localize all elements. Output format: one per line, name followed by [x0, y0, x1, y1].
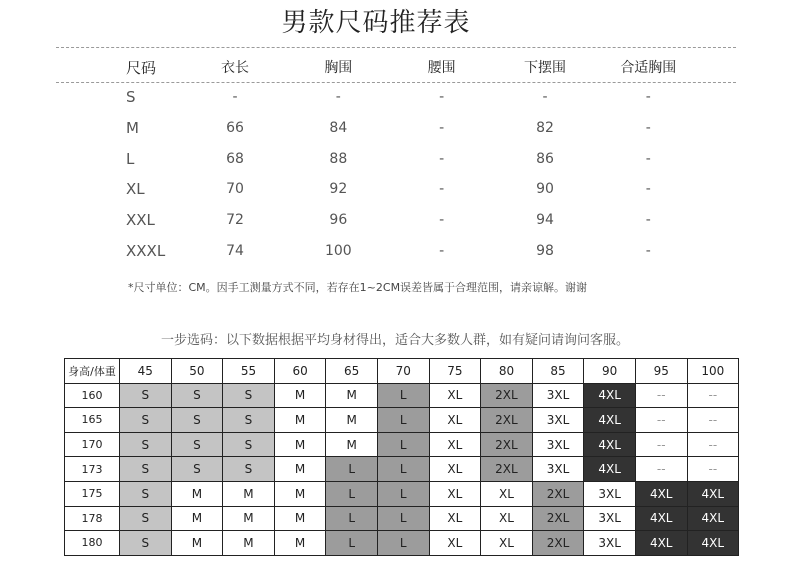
measurement-cell: -	[645, 89, 651, 106]
recommended-size-cell: 3XL	[532, 408, 584, 433]
fit-chest-column-header: 合适胸围	[620, 60, 677, 76]
recommended-size-cell: --	[635, 383, 687, 408]
recommended-size-cell: S	[120, 432, 172, 457]
measurement-cell: -	[232, 89, 238, 106]
recommended-size-cell: S	[223, 383, 275, 408]
recommended-size-cell: M	[223, 531, 275, 556]
height-label-cell: 170	[65, 432, 120, 457]
recommended-size-cell: 4XL	[584, 432, 636, 457]
recommended-size-cell: M	[274, 481, 326, 506]
recommended-size-cell: L	[377, 408, 429, 433]
size-label-cell: S	[126, 88, 136, 107]
recommended-size-cell: --	[635, 408, 687, 433]
recommended-size-cell: S	[120, 383, 172, 408]
measurement-cell: 98	[536, 242, 554, 259]
page-title: 男款尺码推荐表	[281, 8, 471, 38]
measurement-cell: -	[542, 89, 548, 106]
measurement-note: *尺寸单位：CM。因手工测量方式不同，若存在1~2CM误差皆属于合理范围，请亲谅解。谢谢	[128, 281, 588, 294]
recommended-size-cell: L	[377, 506, 429, 531]
measurement-cell: 66	[226, 120, 244, 137]
recommended-size-cell: 4XL	[635, 481, 687, 506]
recommended-size-cell: M	[274, 457, 326, 482]
recommended-size-cell: 3XL	[584, 506, 636, 531]
size-chart-row	[80, 235, 700, 266]
measurement-cell: 72	[226, 212, 244, 229]
size-column-header: 尺码	[126, 58, 157, 77]
recommended-size-cell: 3XL	[532, 432, 584, 457]
size-label-cell: XL	[126, 180, 145, 199]
waist-column-header: 腰围	[427, 60, 456, 76]
recommendation-subtitle: 一步选码：以下数据根据平均身材得出，适合大多数人群，如有疑问请询问客服。	[160, 333, 629, 348]
recommended-size-cell: --	[687, 408, 739, 433]
recommended-size-cell: M	[171, 481, 223, 506]
recommended-size-cell: L	[326, 506, 378, 531]
recommended-size-cell: M	[223, 481, 275, 506]
recommended-size-cell: M	[274, 506, 326, 531]
size-label-cell: L	[126, 149, 135, 168]
measurement-cell: -	[439, 150, 445, 167]
measurement-cell: 96	[329, 212, 348, 229]
chest-column-header: 胸围	[324, 60, 353, 76]
size-label-cell: XXXL	[126, 241, 166, 260]
recommended-size-cell: 2XL	[481, 408, 533, 433]
recommended-size-cell: 4XL	[584, 457, 636, 482]
size-chart-row	[80, 174, 700, 205]
height-row	[65, 383, 739, 408]
measurement-cell: 88	[329, 150, 348, 167]
recommended-size-cell: L	[377, 457, 429, 482]
measurement-cell: -	[645, 150, 651, 167]
recommended-size-cell: 3XL	[532, 383, 584, 408]
recommended-size-cell: 2XL	[481, 457, 533, 482]
measurement-cell: 86	[536, 150, 554, 167]
recommended-size-cell: L	[326, 457, 378, 482]
recommended-size-cell: 2XL	[481, 383, 533, 408]
measurement-cell: -	[439, 181, 445, 198]
measurement-cell: 84	[329, 120, 348, 137]
size-label-cell: M	[126, 119, 139, 138]
recommended-size-cell: L	[377, 383, 429, 408]
recommended-size-cell: 4XL	[635, 506, 687, 531]
recommended-size-cell: S	[120, 457, 172, 482]
height-weight-corner: 身高/体重	[65, 359, 120, 384]
recommended-size-cell: M	[326, 408, 378, 433]
recommended-size-cell: 4XL	[687, 481, 739, 506]
hem-column-header: 下摆围	[523, 60, 566, 76]
recommended-size-cell: M	[274, 408, 326, 433]
recommended-size-cell: XL	[429, 531, 481, 556]
measurement-cell: -	[645, 120, 651, 137]
size-chart-row	[80, 205, 700, 236]
height-label-cell: 180	[65, 531, 120, 556]
weight-header-cell: 95	[635, 359, 687, 384]
size-chart-row	[80, 113, 700, 144]
weight-header-cell: 75	[429, 359, 481, 384]
height-row	[65, 408, 739, 433]
recommended-size-cell: 3XL	[584, 531, 636, 556]
weight-header-cell: 90	[584, 359, 636, 384]
recommended-size-cell: XL	[481, 481, 533, 506]
size-chart-row	[80, 143, 700, 174]
height-label-cell: 165	[65, 408, 120, 433]
measurement-cell: 74	[226, 242, 244, 259]
weight-header-cell: 85	[532, 359, 584, 384]
recommended-size-cell: --	[687, 383, 739, 408]
measurement-cell: 68	[226, 150, 244, 167]
recommended-size-cell: XL	[481, 506, 533, 531]
recommended-size-cell: 4XL	[687, 531, 739, 556]
recommended-size-cell: M	[274, 531, 326, 556]
size-chart-header-row	[80, 52, 700, 82]
recommended-size-cell: XL	[429, 408, 481, 433]
recommended-size-cell: S	[171, 457, 223, 482]
weight-header-cell: 65	[326, 359, 378, 384]
measurement-cell: -	[439, 120, 445, 137]
measurement-cell: -	[335, 89, 341, 106]
height-label-cell: 160	[65, 383, 120, 408]
height-row	[65, 531, 739, 556]
measurement-cell: 92	[329, 181, 348, 198]
recommended-size-cell: XL	[429, 432, 481, 457]
recommended-size-cell: XL	[429, 383, 481, 408]
weight-header-cell: 45	[120, 359, 172, 384]
recommended-size-cell: M	[274, 432, 326, 457]
weight-header-cell: 55	[223, 359, 275, 384]
measurement-cell: -	[645, 181, 651, 198]
recommended-size-cell: 3XL	[584, 481, 636, 506]
height-row	[65, 457, 739, 482]
recommended-size-cell: 4XL	[584, 383, 636, 408]
recommended-size-cell: L	[377, 481, 429, 506]
recommended-size-cell: 2XL	[532, 531, 584, 556]
recommended-size-cell: M	[274, 383, 326, 408]
recommended-size-cell: 4XL	[635, 531, 687, 556]
height-row	[65, 481, 739, 506]
measurement-cell: 94	[536, 212, 554, 229]
header-top-divider	[56, 47, 736, 48]
measurement-cell: -	[645, 212, 651, 229]
recommended-size-cell: 2XL	[481, 432, 533, 457]
measurement-cell: 82	[536, 120, 554, 137]
recommended-size-cell: M	[223, 506, 275, 531]
recommended-size-cell: S	[120, 408, 172, 433]
recommended-size-cell: S	[223, 432, 275, 457]
recommended-size-cell: S	[120, 506, 172, 531]
recommended-size-cell: XL	[429, 506, 481, 531]
recommended-size-cell: --	[635, 457, 687, 482]
recommended-size-cell: S	[223, 408, 275, 433]
recommended-size-cell: 2XL	[532, 481, 584, 506]
measurement-cell: 70	[226, 181, 244, 198]
recommended-size-cell: 4XL	[687, 506, 739, 531]
measurement-cell: 100	[324, 242, 352, 259]
recommended-size-cell: L	[377, 531, 429, 556]
recommended-size-cell: M	[326, 432, 378, 457]
recommended-size-cell: 3XL	[532, 457, 584, 482]
height-label-cell: 178	[65, 506, 120, 531]
size-recommendation-grid	[64, 358, 739, 556]
recommended-size-cell: 4XL	[584, 408, 636, 433]
measurement-cell: -	[439, 242, 445, 259]
weight-header-cell: 80	[481, 359, 533, 384]
recommended-size-cell: S	[171, 432, 223, 457]
length-column-header: 衣长	[220, 60, 249, 76]
recommended-size-cell: M	[326, 383, 378, 408]
recommended-size-cell: M	[171, 531, 223, 556]
measurement-cell: -	[439, 89, 445, 106]
size-chart-table	[80, 52, 700, 266]
recommended-size-cell: M	[171, 506, 223, 531]
measurement-cell: -	[645, 242, 651, 259]
weight-header-cell: 60	[274, 359, 326, 384]
recommended-size-cell: L	[377, 432, 429, 457]
recommended-size-cell: S	[223, 457, 275, 482]
recommended-size-cell: --	[687, 432, 739, 457]
recommended-size-cell: XL	[481, 531, 533, 556]
weight-header-cell: 70	[377, 359, 429, 384]
size-label-cell: XXL	[126, 211, 155, 230]
height-row	[65, 506, 739, 531]
measurement-cell: -	[439, 212, 445, 229]
height-row	[65, 432, 739, 457]
size-chart-row	[80, 82, 700, 113]
weight-header-cell: 100	[687, 359, 739, 384]
weight-header-cell: 50	[171, 359, 223, 384]
recommended-size-cell: L	[326, 481, 378, 506]
recommended-size-cell: S	[120, 531, 172, 556]
recommended-size-cell: XL	[429, 481, 481, 506]
recommended-size-cell: XL	[429, 457, 481, 482]
recommended-size-cell: S	[171, 408, 223, 433]
recommended-size-cell: S	[171, 383, 223, 408]
weight-header-row	[65, 359, 739, 384]
recommended-size-cell: S	[120, 481, 172, 506]
height-label-cell: 175	[65, 481, 120, 506]
measurement-cell: 90	[536, 181, 554, 198]
recommended-size-cell: --	[635, 432, 687, 457]
height-label-cell: 173	[65, 457, 120, 482]
recommended-size-cell: --	[687, 457, 739, 482]
recommended-size-cell: L	[326, 531, 378, 556]
recommended-size-cell: 2XL	[532, 506, 584, 531]
